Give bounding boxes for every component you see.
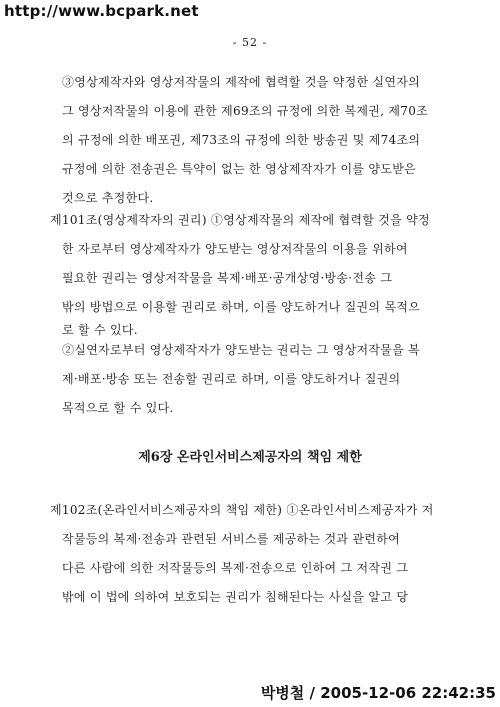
text-line: 한 자로부터 영상제작자가 양도받는 영상저작물의 이용을 위하여 <box>62 242 408 256</box>
text-line: 제101조(영상제작자의 권리) ①영상제작물의 제작에 협력할 것을 약정 <box>50 213 430 227</box>
text-line: 의 규정에 의한 배포권, 제73조의 규정에 의한 방송권 및 제74조의 <box>62 133 421 147</box>
text-line: 목적으로 할 수 있다. <box>62 401 174 415</box>
text-line: 규정에 의한 전송권은 특약이 없는 한 영상제작자가 이를 양도받은 <box>62 162 417 176</box>
text-line: ③영상제작자와 영상저작물의 제작에 협력할 것을 약정한 실연자의 <box>62 75 421 89</box>
text-line: 제102조(온라인서비스제공자의 책임 제한) ①온라인서비스제공자가 저 <box>50 503 434 517</box>
text-line: 밖에 이 법에 의하여 보호되는 권리가 침해된다는 사실을 알고 당 <box>62 590 409 604</box>
watermark-author-timestamp: 박병철 / 2005-12-06 22:42:35 <box>260 684 496 702</box>
text-line: 밖의 방법으로 이용할 권리로 하며, 이를 양도하거나 질권의 목적으 <box>62 300 421 314</box>
text-line: ②실연자로부터 영상제작자가 양도받는 권리는 그 영상저작물을 복 <box>62 343 421 357</box>
chapter-heading: 제6장 온라인서비스제공자의 책임 제한 <box>138 450 362 465</box>
watermark-url: http://www.bcpark.net <box>4 2 199 20</box>
text-line: 필요한 권리는 영상저작물을 복제·배포·공개상영·방송·전송 그 <box>62 271 393 285</box>
page-number: - 52 - <box>232 36 268 49</box>
text-line: 작물등의 복제·전송과 관련된 서비스를 제공하는 것과 관련하여 <box>62 532 400 546</box>
text-line: 다른 사람에 의한 저작물등의 복제·전송으로 인하여 그 저작권 그 <box>62 561 409 575</box>
text-line: 것으로 추정한다. <box>62 191 154 205</box>
text-line: 제·배포·방송 또는 전송할 권리로 하며, 이를 양도하거나 질권의 <box>62 372 401 386</box>
text-line: 로 할 수 있다. <box>62 323 138 337</box>
text-line: 그 영상저작물의 이용에 관한 제69조의 규정에 의한 복제권, 제70조 <box>62 104 429 118</box>
